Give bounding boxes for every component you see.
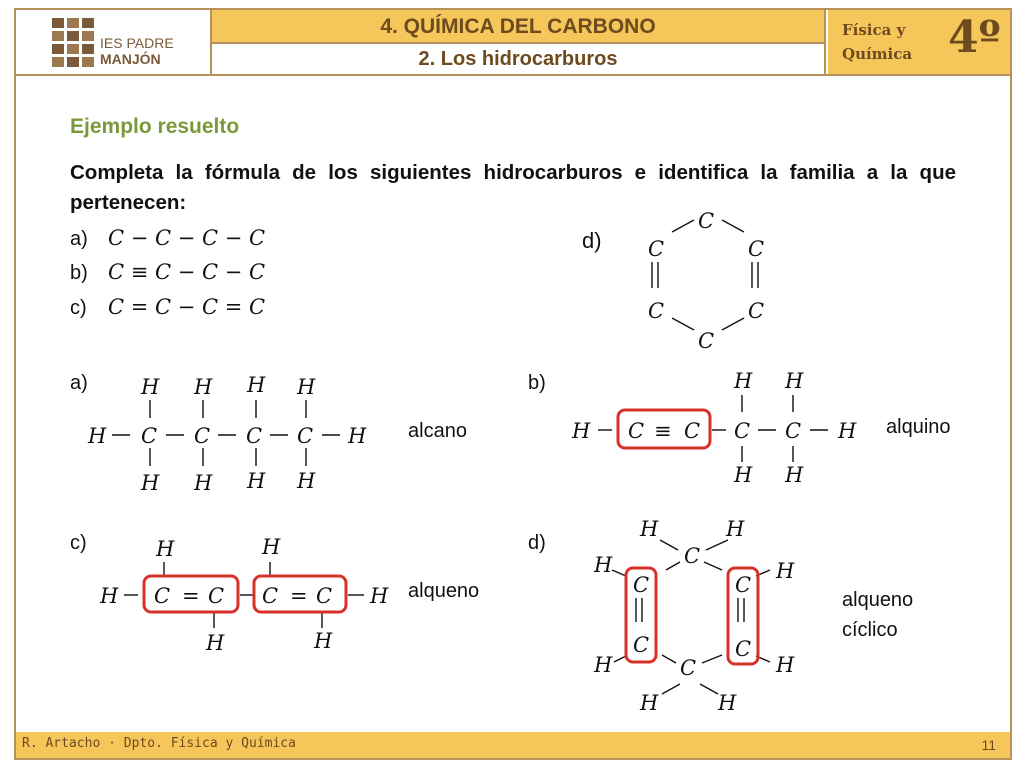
butane-structure [87, 373, 367, 495]
atom-h: H [370, 584, 389, 608]
atom-h: H [247, 373, 266, 397]
atom-c: C [748, 299, 765, 323]
item-d-label: d) [582, 228, 602, 253]
double-bond: = [290, 584, 308, 608]
atom-c: C [648, 299, 665, 323]
atom-c: C [684, 419, 701, 443]
footer-author: R. Artacho · Dpto. Física y Química [22, 736, 296, 751]
atom-c: C [194, 424, 211, 448]
page-footer [16, 732, 1010, 758]
atom-h: H [247, 469, 266, 493]
atom-h: H [594, 653, 613, 677]
atom-h: H [100, 584, 119, 608]
atom-c: C [154, 584, 171, 608]
atom-c: C [141, 424, 158, 448]
item-c-label: c) [70, 297, 87, 319]
atom-h: H [640, 691, 659, 715]
solution-a-family: alcano [408, 420, 467, 442]
atom-c: C [297, 424, 314, 448]
solution-d-family-line-2: cíclico [842, 619, 898, 641]
solution-c-family: alqueno [408, 580, 480, 602]
atom-h: H [194, 375, 213, 399]
page-title: 4. QUÍMICA DEL CARBONO [210, 10, 826, 44]
atom-h: H [785, 463, 804, 487]
subject-line-1: Física y [842, 21, 906, 39]
item-b-label: b) [70, 262, 88, 284]
solution-c-label: c) [70, 532, 87, 554]
atom-h: H [594, 553, 613, 577]
atom-c: C [735, 637, 752, 661]
atom-c: C [246, 424, 263, 448]
atom-h: H [88, 424, 107, 448]
atom-h: H [262, 535, 281, 559]
atom-c: C [698, 209, 715, 233]
atom-h: H [776, 653, 795, 677]
example-heading: Ejemplo resuelto [70, 115, 240, 138]
atom-c: C [680, 656, 697, 680]
atom-h: H [314, 629, 333, 653]
atom-h: H [297, 375, 316, 399]
solution-d-label: d) [528, 532, 546, 554]
atom-c: C [748, 237, 765, 261]
atom-c: C [633, 573, 650, 597]
cyclic-structure [593, 517, 795, 715]
logo-line-2: MANJÓN [100, 51, 161, 67]
item-b-formula: C ≡ C − C − C [108, 260, 266, 284]
solution-b-family: alquino [886, 416, 951, 438]
atom-c: C [734, 419, 751, 443]
triple-bond: ≡ [654, 419, 672, 443]
butyne-structure [571, 369, 857, 487]
exercise-statement: Completa la fórmula de los siguientes hidrocarburos e identifica la familia a la que pertenecen: [70, 161, 956, 214]
double-bond: = [182, 584, 200, 608]
atom-h: H [776, 559, 795, 583]
logo-line-1: IES PADRE [100, 35, 174, 51]
atom-h: H [726, 517, 745, 541]
atom-h: H [141, 471, 160, 495]
atom-h: H [718, 691, 737, 715]
atom-c: C [262, 584, 279, 608]
solution-b-label: b) [528, 372, 546, 394]
atom-c: C [698, 329, 715, 353]
atom-c: C [628, 419, 645, 443]
atom-c: C [633, 633, 650, 657]
solution-a-label: a) [70, 372, 88, 394]
atom-h: H [194, 471, 213, 495]
page-subtitle: 2. Los hidrocarburos [210, 44, 826, 74]
atom-c: C [785, 419, 802, 443]
course-level: 4º [948, 12, 1001, 63]
page-number: 11 [981, 737, 996, 753]
atom-h: H [156, 537, 175, 561]
atom-h: H [297, 469, 316, 493]
atom-h: H [141, 375, 160, 399]
atom-h: H [734, 369, 753, 393]
atom-h: H [734, 463, 753, 487]
atom-h: H [206, 631, 225, 655]
item-a-formula: C − C − C − C [108, 226, 266, 250]
bond-lines [112, 220, 828, 694]
atom-h: H [640, 517, 659, 541]
atom-c: C [316, 584, 333, 608]
subject-line-2: Química [842, 45, 913, 63]
atom-h: H [348, 424, 367, 448]
atom-c: C [208, 584, 225, 608]
atom-c: C [648, 237, 665, 261]
solution-d-family-line-1: alqueno [842, 589, 914, 611]
hexagon-question [648, 209, 764, 353]
atom-c: C [735, 573, 752, 597]
atom-h: H [572, 419, 591, 443]
atom-h: H [785, 369, 804, 393]
atom-c: C [684, 544, 701, 568]
atom-h: H [838, 419, 857, 443]
item-c-formula: C = C − C = C [108, 295, 266, 319]
item-a-label: a) [70, 228, 88, 250]
